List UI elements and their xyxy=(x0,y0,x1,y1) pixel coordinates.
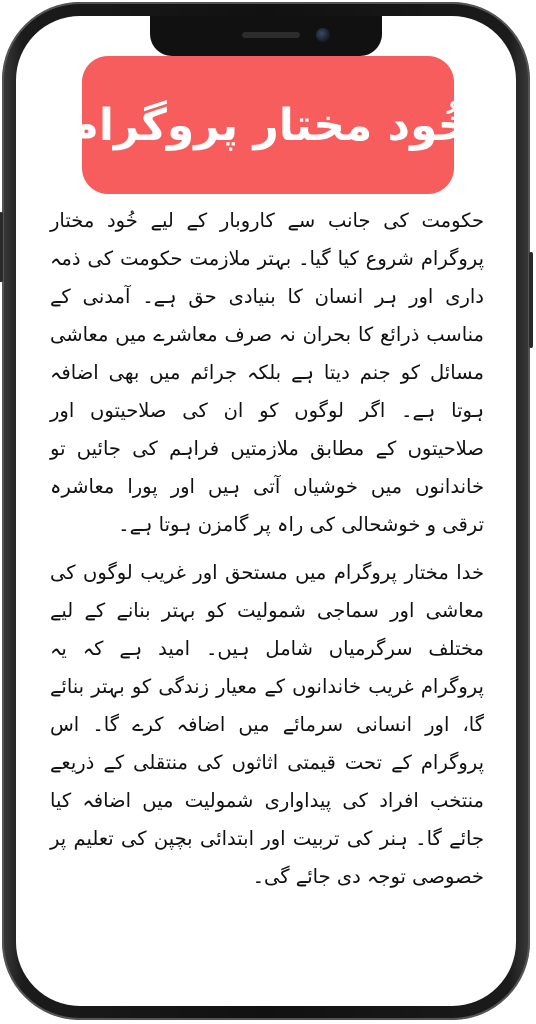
paragraph-1: حکومت کی جانب سے کاروبار کے لیے خُود مختار پروگرام شروع کیا گیا۔ بہتر ملازمت حکومت کی ذمہ داری اور ہر انسان کا بنیادی حق ہے۔ آمدنی کے مناسب ذرائع کا بحران نہ صرف معاشرے میں معاشی مسائل کو جنم دیتا ہے بلکہ جرائم میں بھی اضافہ ہوتا ہے۔ اگر لوگوں کو ان کی صلاحیتوں اور صلاحیتوں کے مطابق ملازمتیں فراہم کی جائیں تو خاندانوں میں خوشیاں آتی ہیں اور پورا معاشرہ ترقی و خوشحالی کی راہ پر گامزن ہوتا ہے۔ xyxy=(50,209,484,536)
page-title: خُود مختار پروگرام xyxy=(66,99,470,151)
article-body xyxy=(50,202,484,896)
front-camera-icon xyxy=(316,28,330,42)
speaker-grille xyxy=(242,32,300,38)
notch xyxy=(150,16,382,56)
paragraph-2: خدا مختار پروگرام میں مستحق اور غریب لوگوں کی معاشی اور سماجی شمولیت کو بہتر بنانے کے لیے مختلف سرگرمیاں شامل ہیں۔ امید ہے کہ یہ پروگرام غریب خاندانوں کے معیار زندگی کو بہتر بنائے گا، اور انسانی سرمائے میں اضافہ کرے گا۔ اس پروگرام کے تحت قیمتی اثاثوں کی منتقلی کے ذریعے منتخب افراد کی پیداواری شمولیت میں اضافہ کیا جائے گا۔ ہنر کی تربیت اور ابتدائی بچپن کی تعلیم پر خصوصی توجہ دی جائے گی۔ xyxy=(50,561,484,888)
phone-screen xyxy=(16,16,516,1006)
power-button xyxy=(529,252,533,348)
volume-button xyxy=(0,212,3,282)
title-banner xyxy=(66,56,470,194)
phone-frame xyxy=(2,2,530,1020)
